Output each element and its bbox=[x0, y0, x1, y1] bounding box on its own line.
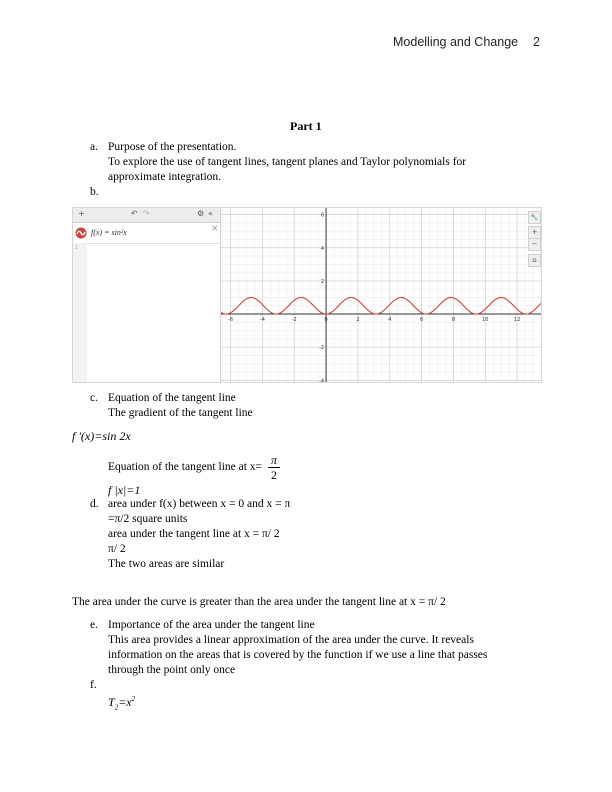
running-title: Modelling and Change bbox=[393, 35, 519, 49]
derivative-equation: f '(x)=sin 2x bbox=[72, 429, 131, 443]
taylor-rhs: =x bbox=[118, 695, 132, 709]
summary-paragraph: The area under the curve is greater than the area under the tangent line at x = π/ 2 bbox=[72, 596, 446, 608]
item-d-marker: d. bbox=[90, 498, 99, 510]
section-heading: Part 1 bbox=[290, 119, 322, 133]
x-tick-label: 4 bbox=[388, 317, 392, 324]
minor-grid bbox=[221, 208, 541, 382]
page-number: 2 bbox=[533, 35, 540, 49]
y-tick-label: 6 bbox=[320, 212, 325, 219]
y-tick-label: -4 bbox=[319, 378, 325, 382]
tangent-equation-label: Equation of the tangent line at x= bbox=[108, 461, 263, 473]
graph-canvas[interactable] bbox=[221, 208, 541, 382]
y-tick-label: -2 bbox=[319, 345, 325, 352]
item-c-line1: The gradient of the tangent line bbox=[108, 407, 253, 419]
x-tick-label: 8 bbox=[451, 317, 456, 324]
item-a-title: Purpose of the presentation. bbox=[108, 141, 237, 153]
item-d-line3: area under the tangent line at x = π/ 2 bbox=[108, 528, 280, 540]
wrench-icon[interactable]: 🔧 bbox=[528, 211, 541, 224]
collapse-panel-icon[interactable]: « bbox=[208, 209, 213, 218]
y-tick-label: 2 bbox=[320, 278, 325, 285]
x-tick-label: -6 bbox=[228, 317, 234, 324]
item-c-marker: c. bbox=[90, 392, 98, 404]
home-icon[interactable]: ⌂ bbox=[528, 254, 541, 267]
item-a-line1: To explore the use of tangent lines, tangent planes and Taylor polynomials for bbox=[108, 156, 467, 168]
zoom-out-button[interactable]: − bbox=[528, 238, 541, 251]
item-b-marker: b. bbox=[90, 186, 99, 198]
desmos-logo-icon bbox=[75, 227, 87, 239]
item-e-title: Importance of the area under the tangent line bbox=[108, 619, 315, 631]
desmos-graph-embed bbox=[72, 207, 542, 383]
taylor-polynomial bbox=[108, 695, 135, 711]
x-tick-label: 6 bbox=[420, 317, 424, 324]
item-d-line1: area under f(x) between x = 0 and x = π bbox=[108, 498, 291, 510]
undo-button[interactable]: ↶ bbox=[131, 209, 138, 218]
item-d-line2: =π/2 square units bbox=[108, 513, 188, 525]
item-e-line2: information on the areas that is covered by the function if we use a line that passes bbox=[108, 649, 488, 661]
item-c-title: Equation of the tangent line bbox=[108, 392, 236, 404]
item-a-marker: a. bbox=[90, 141, 98, 153]
item-a-line2: approximate integration. bbox=[108, 171, 222, 183]
expression-row[interactable] bbox=[73, 223, 220, 244]
x-tick-label: 10 bbox=[482, 317, 489, 324]
item-d-line4: π/ 2 bbox=[108, 543, 126, 555]
expression-toolbar bbox=[73, 208, 220, 223]
item-d-line5: The two areas are similar bbox=[108, 558, 225, 570]
function-value: f |x|=1 bbox=[108, 483, 141, 497]
zoom-in-button[interactable]: + bbox=[528, 226, 541, 239]
expression-text[interactable]: f(x) = sin²x bbox=[91, 228, 127, 237]
x-tick-label: 0 bbox=[324, 317, 328, 324]
add-expression-button[interactable]: + bbox=[78, 209, 85, 218]
x-tick-label: 12 bbox=[513, 317, 521, 324]
fraction-numerator: π bbox=[271, 453, 278, 467]
x-tick-label: 2 bbox=[356, 317, 360, 324]
item-e-line3: through the point only once bbox=[108, 664, 236, 676]
item-f-marker: f. bbox=[90, 679, 97, 691]
item-e-marker: e. bbox=[90, 619, 98, 631]
y-tick-label: 4 bbox=[320, 245, 325, 252]
expression-panel bbox=[73, 208, 221, 382]
settings-icon[interactable]: ⚙ bbox=[197, 209, 205, 218]
expression-gutter bbox=[73, 243, 87, 383]
taylor-subscript: 2 bbox=[114, 703, 119, 712]
close-icon[interactable]: × bbox=[211, 224, 219, 234]
fraction-denominator: 2 bbox=[271, 468, 277, 482]
row-index: 1 bbox=[75, 245, 79, 251]
x-tick-label: -4 bbox=[259, 317, 265, 324]
redo-button[interactable]: ↷ bbox=[143, 209, 150, 218]
taylor-exponent: 2 bbox=[131, 695, 136, 703]
x-tick-label: -2 bbox=[291, 317, 297, 324]
taylor-symbol: T bbox=[108, 695, 115, 709]
item-e-line1: This area provides a linear approximation of the area under the curve. It reveals bbox=[108, 634, 474, 646]
